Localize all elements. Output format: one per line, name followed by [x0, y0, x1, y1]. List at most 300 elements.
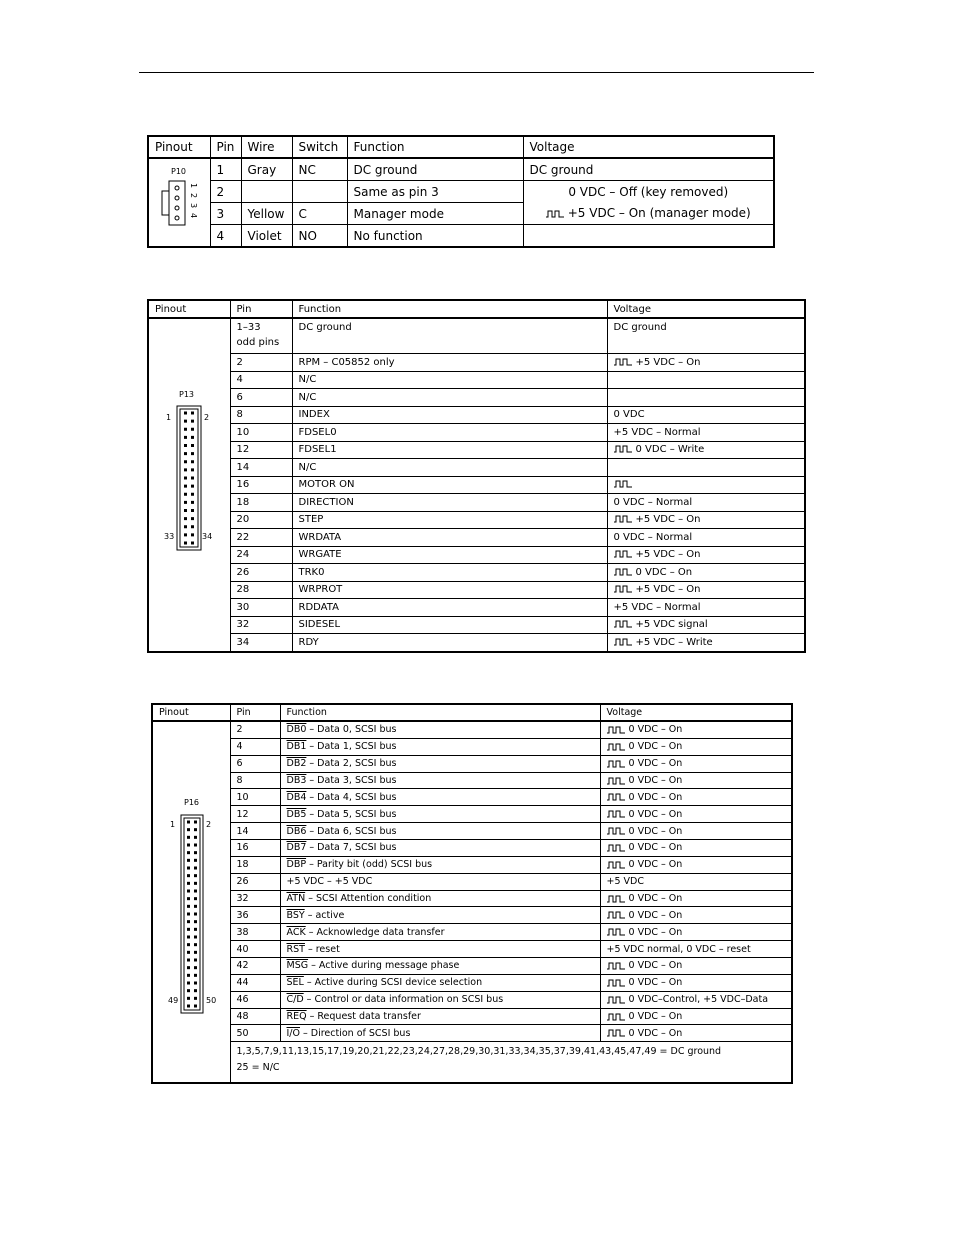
function-cell: RPM – C05852 only [292, 354, 607, 372]
ribbon-connector-icon [176, 405, 202, 551]
table-row [148, 181, 774, 203]
pin-cell: 18 [230, 494, 292, 512]
function-cell [280, 1008, 600, 1025]
pulse-icon [607, 996, 625, 1004]
function-cell: TRK0 [292, 564, 607, 582]
function-cell: N/C [292, 371, 607, 389]
function-cell: WRGATE [292, 546, 607, 564]
pulse-icon [607, 928, 625, 936]
pin-cell: 32 [230, 616, 292, 634]
voltage-cell [600, 721, 792, 738]
table-row [148, 406, 805, 424]
voltage-cell [607, 459, 805, 477]
ground-pins-note [230, 1042, 792, 1083]
p13-pinout-table [147, 299, 806, 653]
pin-cell: 26 [230, 564, 292, 582]
table-row [152, 974, 792, 991]
signal-description: – SCSI Attention condition [305, 893, 432, 905]
voltage-cell [600, 823, 792, 840]
signal-name: $\overline{BSY}$ [286, 909, 305, 921]
voltage-cell [607, 564, 805, 582]
signal-name: $\overline{DBP}$ [286, 859, 307, 871]
connector-pin-label: 50 [206, 996, 217, 1005]
voltage-text: +5 VDC – On [635, 356, 701, 368]
pin-cell: 6 [230, 389, 292, 407]
voltage-cell: DC ground [523, 158, 774, 181]
voltage-cell [600, 974, 792, 991]
signal-name: DB4 [286, 791, 307, 803]
voltage-text: +5 VDC – Write [635, 636, 713, 648]
connector-pin-label: 1 [170, 820, 176, 829]
table-header-row [148, 300, 805, 318]
function-cell [280, 772, 600, 789]
pin-cell: 20 [230, 511, 292, 529]
table-row [148, 459, 805, 477]
voltage-text: 0 VDC – On [628, 1011, 683, 1023]
table-row [152, 806, 792, 823]
pin-cell: 14 [230, 823, 280, 840]
voltage-text: 0 VDC – On [628, 758, 683, 770]
function-cell: DC ground [292, 318, 607, 354]
function-cell [280, 890, 600, 907]
pin-cell: 2 [230, 721, 280, 738]
function-cell [280, 1025, 600, 1042]
signal-name: I/O [286, 1027, 300, 1039]
col-header-pinout: Pinout [148, 136, 210, 158]
table-row [148, 634, 805, 652]
signal-description: – Data 6, SCSI bus [306, 825, 397, 837]
pin-cell: 10 [230, 789, 280, 806]
voltage-text: 0 VDC – Write [635, 444, 705, 456]
pin-cell: 22 [230, 529, 292, 547]
function-cell [280, 907, 600, 924]
ribbon-connector-icon [180, 814, 204, 1014]
pulse-icon [546, 210, 564, 218]
p10-connector-diagram [148, 158, 210, 247]
pin-cell: 32 [230, 890, 280, 907]
signal-description: – active [304, 909, 345, 921]
pin-cell: 16 [230, 840, 280, 857]
pin-cell: 8 [230, 406, 292, 424]
pulse-icon [607, 743, 625, 751]
function-cell: STEP [292, 511, 607, 529]
signal-name: DB6 [286, 825, 307, 837]
pulse-icon [607, 1029, 625, 1037]
voltage-cell [607, 371, 805, 389]
signal-name: DB3 [286, 775, 307, 786]
voltage-cell [523, 225, 774, 248]
signal-description: – Parity bit (odd) SCSI bus [306, 859, 433, 871]
voltage-cell [607, 424, 805, 442]
table-row [148, 354, 805, 372]
col-header-pinout: Pinout [148, 300, 230, 318]
col-header-voltage: Voltage [607, 300, 805, 318]
signal-description: – reset [304, 943, 340, 955]
signal-description: – Data 2, SCSI bus [306, 758, 397, 770]
table-row [152, 772, 792, 789]
table-row [152, 873, 792, 890]
pulse-icon [607, 827, 625, 835]
pin-cell: 8 [230, 772, 280, 789]
pulse-icon [614, 638, 632, 646]
col-header-pin: Pin [230, 300, 292, 318]
voltage-text: 0 VDC [613, 409, 645, 421]
connector-pin-label: 1 [166, 413, 172, 422]
voltage-cell [600, 907, 792, 924]
col-header-voltage: Voltage [600, 704, 792, 721]
voltage-cell [600, 991, 792, 1008]
table-row [152, 738, 792, 755]
voltage-cell [600, 856, 792, 873]
signal-name: $\overline{SEL}$ [286, 977, 304, 989]
voltage-cell [600, 738, 792, 755]
col-header-pin: Pin [230, 704, 280, 721]
voltage-text: +5 VDC – On [635, 549, 701, 561]
function-cell: No function [347, 225, 523, 248]
function-cell [280, 941, 600, 958]
p16-pinout-table [151, 703, 793, 1084]
connector-label: P10 [171, 167, 187, 176]
table-row [152, 789, 792, 806]
signal-description: +5 VDC – +5 VDC [286, 876, 373, 888]
p16-connector-diagram [152, 721, 230, 1083]
function-cell [280, 974, 600, 991]
signal-name: DB5 [286, 808, 307, 820]
function-cell: DC ground [347, 158, 523, 181]
function-cell: FDSEL1 [292, 441, 607, 459]
function-cell [280, 991, 600, 1008]
pin-cell: 14 [230, 459, 292, 477]
p13-connector-diagram [148, 318, 230, 652]
pin-cell: 2 [210, 181, 241, 203]
function-cell: N/C [292, 389, 607, 407]
voltage-cell [607, 494, 805, 512]
table-footer-row [152, 1042, 792, 1083]
table-row [152, 890, 792, 907]
pulse-icon [614, 515, 632, 523]
function-cell [280, 873, 600, 890]
pulse-icon [607, 895, 625, 903]
pulse-icon [607, 1013, 625, 1021]
header-rule [139, 72, 814, 73]
voltage-cell: 0 VDC – Off (key removed) [523, 181, 774, 203]
signal-description: – Active during message phase [308, 960, 460, 972]
table-row [148, 371, 805, 389]
voltage-text: 0 VDC – On [628, 791, 683, 803]
function-cell: N/C [292, 459, 607, 477]
function-cell: SIDESEL [292, 616, 607, 634]
pin-cell: 3 [210, 203, 241, 225]
voltage-cell [600, 789, 792, 806]
function-cell: FDSEL0 [292, 424, 607, 442]
function-cell [280, 856, 600, 873]
voltage-cell [607, 581, 805, 599]
pin-cell: 26 [230, 873, 280, 890]
signal-name: $\overline{REQ}$ [286, 1011, 307, 1023]
voltage-text: 0 VDC – Normal [613, 496, 693, 508]
voltage-cell [600, 873, 792, 890]
voltage-text: 0 VDC – Normal [613, 531, 693, 543]
signal-description: – Data 3, SCSI bus [306, 775, 397, 786]
switch-cell: NC [292, 158, 347, 181]
pulse-icon [607, 844, 625, 852]
voltage-cell [607, 511, 805, 529]
switch-cell: C [292, 203, 347, 225]
voltage-cell [523, 203, 774, 225]
pulse-icon [614, 568, 632, 576]
voltage-text: +5 VDC – Normal [613, 426, 701, 438]
table-row [148, 616, 805, 634]
wire-cell [241, 181, 292, 203]
connector-label: P13 [179, 390, 195, 399]
table-row [148, 581, 805, 599]
pin-cell: 42 [230, 958, 280, 975]
signal-name: DB2 [286, 758, 307, 770]
signal-name: $\overline{RST}$ [286, 943, 305, 955]
voltage-cell [607, 546, 805, 564]
pin-cell: 16 [230, 476, 292, 494]
pin-cell: 50 [230, 1025, 280, 1042]
pulse-icon [614, 620, 632, 628]
connector-pin-label: 2 [189, 192, 199, 199]
table-row [148, 389, 805, 407]
function-cell: INDEX [292, 406, 607, 424]
signal-description: – Direction of SCSI bus [299, 1027, 411, 1039]
pin-cell: 28 [230, 581, 292, 599]
voltage-text: 0 VDC – On [628, 825, 683, 837]
signal-name: $\overline{MSG}$ [286, 960, 309, 972]
voltage-text: +5 VDC normal, 0 VDC – reset [606, 943, 751, 955]
signal-name: DB0 [286, 724, 307, 736]
connector-pin-label: 4 [189, 212, 199, 219]
table-row [152, 907, 792, 924]
voltage-text: 0 VDC – On [628, 741, 683, 753]
signal-description: – Data 1, SCSI bus [306, 741, 397, 753]
voltage-cell [600, 755, 792, 772]
connector-pin-label: 2 [204, 413, 210, 422]
voltage-cell [607, 318, 805, 354]
pulse-icon [614, 585, 632, 593]
function-cell [280, 806, 600, 823]
pin-cell: 46 [230, 991, 280, 1008]
voltage-cell [600, 840, 792, 857]
table-row [148, 494, 805, 512]
signal-name: DB7 [286, 842, 307, 854]
wire-cell: Violet [241, 225, 292, 248]
switch-cell: NO [292, 225, 347, 248]
voltage-cell [600, 924, 792, 941]
voltage-cell [607, 529, 805, 547]
table-row [148, 599, 805, 617]
voltage-text: 0 VDC – On [628, 977, 683, 989]
function-cell [280, 840, 600, 857]
signal-name: DB1 [286, 741, 307, 753]
voltage-text: +5 VDC – Normal [613, 601, 701, 613]
function-cell: RDY [292, 634, 607, 652]
voltage-cell [600, 890, 792, 907]
table-row [152, 924, 792, 941]
signal-name: $\overline{ATN}$ [286, 893, 306, 905]
function-cell [280, 721, 600, 738]
col-header-function: Function [347, 136, 523, 158]
signal-name: $\overline{ACK}$ [286, 926, 306, 938]
voltage-cell [607, 406, 805, 424]
voltage-cell [607, 616, 805, 634]
pin-cell: 2 [230, 354, 292, 372]
wire-cell: Yellow [241, 203, 292, 225]
footer-line: 1,3,5,7,9,11,13,15,17,19,20,21,22,23,24,27,28,29,30,31,33,34,35,37,39,41,43,45,47,49 = DC ground [236, 1046, 722, 1058]
table-row [148, 424, 805, 442]
function-cell: WRPROT [292, 581, 607, 599]
pin-cell: 24 [230, 546, 292, 564]
voltage-text: 0 VDC – On [628, 808, 683, 820]
wire-cell: Gray [241, 158, 292, 181]
function-cell: WRDATA [292, 529, 607, 547]
connector-pin-label: 3 [189, 202, 199, 209]
function-cell: Manager mode [347, 203, 523, 225]
voltage-text: DC ground [613, 322, 667, 333]
connector-pin-label: 33 [164, 532, 175, 541]
voltage-text: 0 VDC – On [628, 926, 683, 938]
pin-cell: 1–33 odd pins [230, 318, 292, 354]
table-row [152, 755, 792, 772]
pin-cell: 48 [230, 1008, 280, 1025]
connector-pin-label: 2 [206, 820, 212, 829]
table-row [148, 529, 805, 547]
pulse-icon [607, 777, 625, 785]
table-row [152, 856, 792, 873]
table-row [148, 564, 805, 582]
connector-pin-label: 34 [202, 532, 213, 541]
connector-label: P16 [184, 798, 200, 807]
voltage-cell [607, 634, 805, 652]
pulse-icon [614, 550, 632, 558]
col-header-function: Function [280, 704, 600, 721]
voltage-text: 0 VDC – On [628, 909, 683, 921]
function-cell: RDDATA [292, 599, 607, 617]
col-header-pinout: Pinout [152, 704, 230, 721]
voltage-text: 0 VDC – On [628, 859, 683, 871]
voltage-cell [600, 806, 792, 823]
voltage-text: +5 VDC signal [635, 619, 708, 631]
signal-description: – Data 4, SCSI bus [306, 791, 397, 803]
voltage-cell [607, 441, 805, 459]
table-row [148, 158, 774, 181]
table-row [152, 823, 792, 840]
pin-cell: 4 [230, 371, 292, 389]
pulse-icon [614, 358, 632, 366]
function-cell [280, 823, 600, 840]
pulse-icon [607, 861, 625, 869]
table-row [148, 441, 805, 459]
pin-cell: 34 [230, 634, 292, 652]
voltage-text: 0 VDC – On [628, 893, 683, 905]
function-cell: MOTOR ON [292, 476, 607, 494]
voltage-text: 0 VDC – On [628, 842, 683, 854]
voltage-cell [607, 599, 805, 617]
voltage-cell [600, 941, 792, 958]
pin-cell: 10 [230, 424, 292, 442]
voltage-text: 0 VDC – On [628, 1027, 683, 1039]
pin-cell: 38 [230, 924, 280, 941]
voltage-cell [600, 1025, 792, 1042]
voltage-cell [607, 389, 805, 407]
voltage-text: 0 VDC–Control, +5 VDC–Data [628, 994, 769, 1006]
footer-line: 25 = N/C [236, 1062, 280, 1074]
voltage-cell [600, 958, 792, 975]
voltage-cell [607, 476, 805, 494]
col-header-pin: Pin [210, 136, 241, 158]
pulse-icon [607, 979, 625, 987]
table-row [152, 721, 792, 738]
table-row [152, 941, 792, 958]
signal-description: – Data 0, SCSI bus [306, 724, 397, 736]
signal-description: – Data 5, SCSI bus [306, 808, 397, 820]
voltage-text: +5 VDC – On [635, 514, 701, 526]
function-cell [280, 755, 600, 772]
table-row [152, 1025, 792, 1042]
voltage-text: 0 VDC – On [628, 960, 683, 972]
col-header-voltage: Voltage [523, 136, 774, 158]
function-cell [280, 738, 600, 755]
table-row [152, 1008, 792, 1025]
voltage-text: +5 VDC – On (manager mode) [567, 206, 751, 221]
pin-cell: 12 [230, 441, 292, 459]
pin-cell: 6 [230, 755, 280, 772]
col-header-function: Function [292, 300, 607, 318]
pulse-icon [614, 480, 632, 488]
table-header-row [152, 704, 792, 721]
pin-cell: 1 [210, 158, 241, 181]
col-header-wire: Wire [241, 136, 292, 158]
signal-description: – Active during SCSI device selection [303, 977, 483, 989]
pulse-icon [607, 793, 625, 801]
voltage-text: 0 VDC – On [628, 775, 683, 786]
voltage-cell [600, 1008, 792, 1025]
pin-cell: 18 [230, 856, 280, 873]
signal-name: C/D [286, 994, 304, 1006]
pin-cell: 44 [230, 974, 280, 991]
voltage-cell [600, 772, 792, 789]
table-row [148, 225, 774, 248]
pulse-icon [607, 810, 625, 818]
pin-cell: 12 [230, 806, 280, 823]
function-cell [280, 924, 600, 941]
pin-cell: 4 [210, 225, 241, 248]
pin-cell: 40 [230, 941, 280, 958]
voltage-text: +5 VDC [606, 876, 644, 888]
col-header-switch: Switch [292, 136, 347, 158]
pin-cell: 30 [230, 599, 292, 617]
pin-cell: 4 [230, 738, 280, 755]
pulse-icon [607, 911, 625, 919]
p10-connector-icon [161, 179, 205, 227]
function-cell [280, 789, 600, 806]
table-row [152, 840, 792, 857]
signal-description: – Data 7, SCSI bus [306, 842, 397, 854]
voltage-text: 0 VDC – On [635, 566, 693, 578]
function-cell [280, 958, 600, 975]
table-row [148, 318, 805, 354]
function-cell: DIRECTION [292, 494, 607, 512]
table-header-row [148, 136, 774, 158]
pin-cell: 36 [230, 907, 280, 924]
switch-cell [292, 181, 347, 203]
p10-pinout-table [147, 135, 775, 248]
voltage-text: 0 VDC – On [628, 724, 683, 736]
signal-description: – Control or data information on SCSI bus [303, 994, 504, 1006]
table-row [148, 203, 774, 225]
